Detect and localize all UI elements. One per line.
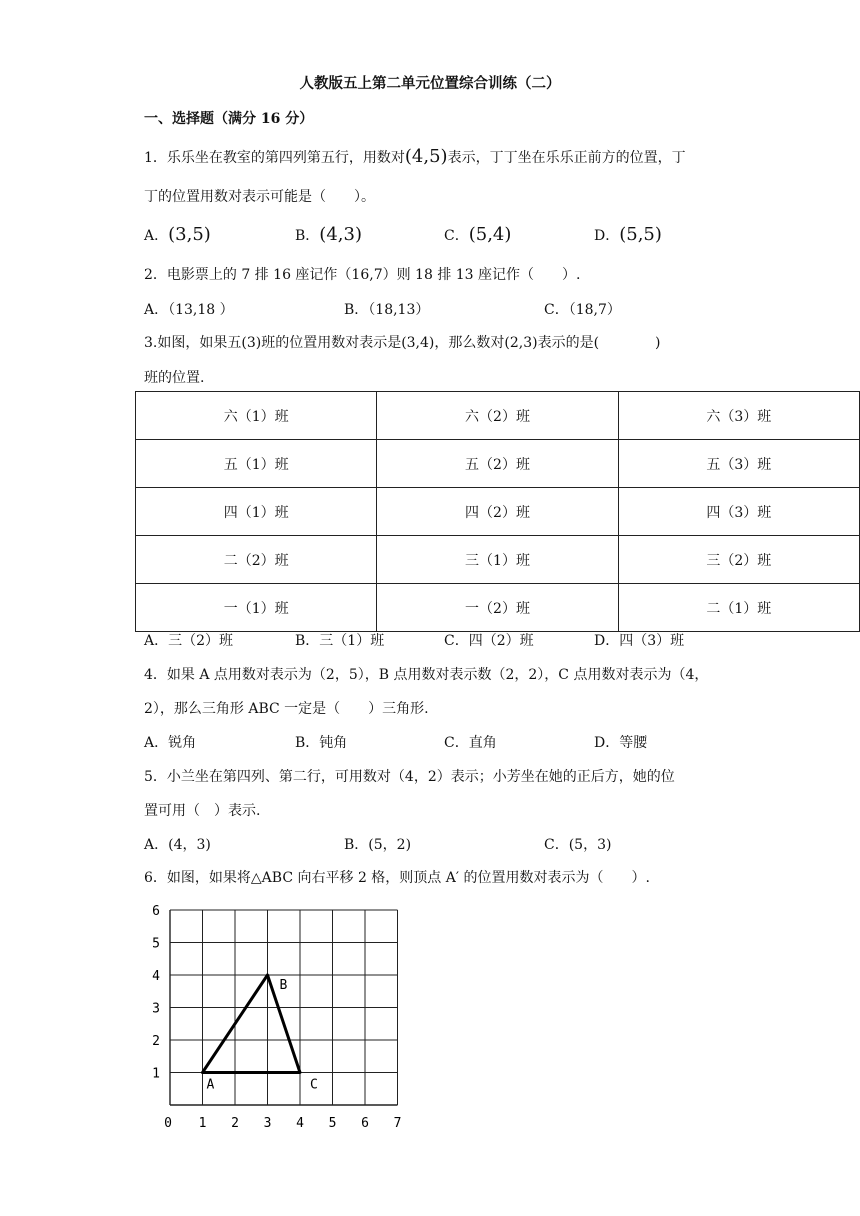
q6-line1: 6．如图，如果将△ABC 向右平移 2 格，则顶点 A′ 的位置用数对表示为（ ）. [144, 870, 650, 886]
x-tick-label: 4 [296, 1116, 304, 1131]
table-cell: 六（2）班 [377, 392, 618, 440]
table-cell: 五（1）班 [136, 440, 377, 488]
q3-line1: 3.如图，如果五(3)班的位置用数对表示是(3,4)，那么数对(2,3)表示的是( ) [144, 335, 661, 351]
point-label-a: A [206, 1077, 215, 1093]
table-row [136, 536, 860, 584]
q4-option-d[interactable]: D．等腰 [594, 735, 648, 751]
q1-option-d[interactable] [594, 224, 662, 245]
option-letter: D． [594, 228, 620, 244]
option-letter: C． [444, 228, 469, 244]
option-letter: A． [144, 228, 169, 244]
table-cell: 一（1）班 [136, 584, 377, 632]
q5-line1: 5．小兰坐在第四列、第二行，可用数对（4，2）表示；小芳坐在她的正后方，她的位 [144, 769, 675, 785]
q4-option-c[interactable]: C．直角 [444, 735, 497, 751]
option-pair: (4,3) [319, 224, 362, 245]
q2-line1: 2．电影票上的 7 排 16 座记作（16,7）则 18 排 13 座记作（ ）. [144, 267, 581, 283]
tick-labels [152, 904, 401, 1131]
q3-line2: 班的位置. [144, 370, 205, 386]
option-pair: (5,5) [619, 224, 662, 245]
q3-option-b[interactable]: B．三（1）班 [295, 633, 385, 649]
grid-lines [170, 910, 398, 1105]
section-heading: 一、选择题（满分 16 分） [144, 111, 314, 127]
y-tick-label: 2 [152, 1034, 160, 1049]
point-labels [207, 978, 318, 1093]
q3-option-d[interactable]: D．四（3）班 [594, 633, 685, 649]
option-pair: (5,4) [468, 224, 512, 245]
class-position-table [135, 391, 860, 632]
q2-option-b[interactable]: B．（18,13） [344, 302, 430, 318]
table-row [136, 392, 860, 440]
q5-line2: 置可用（ ）表示. [144, 803, 261, 819]
q4-option-a[interactable]: A．锐角 [144, 735, 197, 751]
x-tick-label: 3 [263, 1116, 272, 1131]
x-tick-label: 0 [164, 1116, 172, 1131]
table-cell: 五（2）班 [377, 440, 618, 488]
page-title: 人教版五上第二单元位置综合训练（二） [299, 75, 561, 92]
table-row [136, 440, 860, 488]
q5-option-a[interactable]: A．(4，3) [144, 837, 211, 853]
table-cell: 四（3）班 [618, 488, 859, 536]
y-tick-label: 4 [152, 969, 160, 984]
table-cell: 四（1）班 [136, 488, 377, 536]
q3-option-a[interactable]: A．三（2）班 [144, 633, 234, 649]
table-row [136, 584, 860, 632]
q1-text-b: 表示，丁丁坐在乐乐正前方的位置，丁 [447, 150, 686, 166]
q4-option-b[interactable]: B．钝角 [295, 735, 348, 751]
table-cell: 一（2）班 [377, 584, 618, 632]
y-tick-label: 3 [152, 1001, 160, 1017]
q1-text-a: 1．乐乐坐在教室的第四列第五行，用数对 [144, 150, 405, 166]
point-label-b: B [279, 978, 288, 993]
point-label-c: C [310, 1077, 318, 1093]
table-cell: 六（3）班 [618, 392, 859, 440]
q1-line2: 丁的位置用数对表示可能是（ ）。 [144, 189, 375, 205]
q2-option-c[interactable]: C．（18,7） [544, 302, 621, 318]
x-tick-label: 7 [393, 1116, 402, 1131]
q3-option-c[interactable]: C．四（2）班 [444, 633, 534, 649]
table-cell: 二（2）班 [136, 536, 377, 584]
q1-pair: (4,5) [404, 146, 448, 167]
q1-line1 [144, 146, 686, 167]
triangle-grid-figure [140, 895, 420, 1135]
table-cell: 二（1）班 [618, 584, 859, 632]
option-letter: B． [295, 228, 320, 244]
table-cell: 三（2）班 [618, 536, 859, 584]
q1-option-a[interactable] [144, 224, 211, 245]
q5-option-c[interactable]: C．(5，3) [544, 837, 612, 853]
table-row [136, 488, 860, 536]
q4-line1: 4．如果 A 点用数对表示为（2，5），B 点用数对表示数（2，2），C 点用数对表示为（4， [144, 667, 709, 683]
x-tick-label: 5 [328, 1116, 337, 1131]
q2-option-a[interactable]: A．（13,18 ） [144, 302, 234, 318]
table-cell: 六（1）班 [136, 392, 377, 440]
table-cell: 四（2）班 [377, 488, 618, 536]
y-tick-label: 6 [152, 904, 160, 919]
y-tick-label: 5 [152, 936, 160, 952]
table-cell: 三（1）班 [377, 536, 618, 584]
option-pair: (3,5) [168, 224, 211, 245]
q1-option-b[interactable] [295, 224, 362, 245]
table-cell: 五（3）班 [618, 440, 859, 488]
q4-line2: 2），那么三角形 ABC 一定是（ ）三角形. [144, 701, 429, 717]
y-tick-label: 1 [152, 1066, 160, 1082]
q5-option-b[interactable]: B．(5，2) [344, 837, 412, 853]
x-tick-label: 2 [231, 1116, 239, 1131]
x-tick-label: 6 [361, 1116, 369, 1131]
q1-option-c[interactable] [444, 224, 511, 245]
x-tick-label: 1 [198, 1116, 207, 1131]
